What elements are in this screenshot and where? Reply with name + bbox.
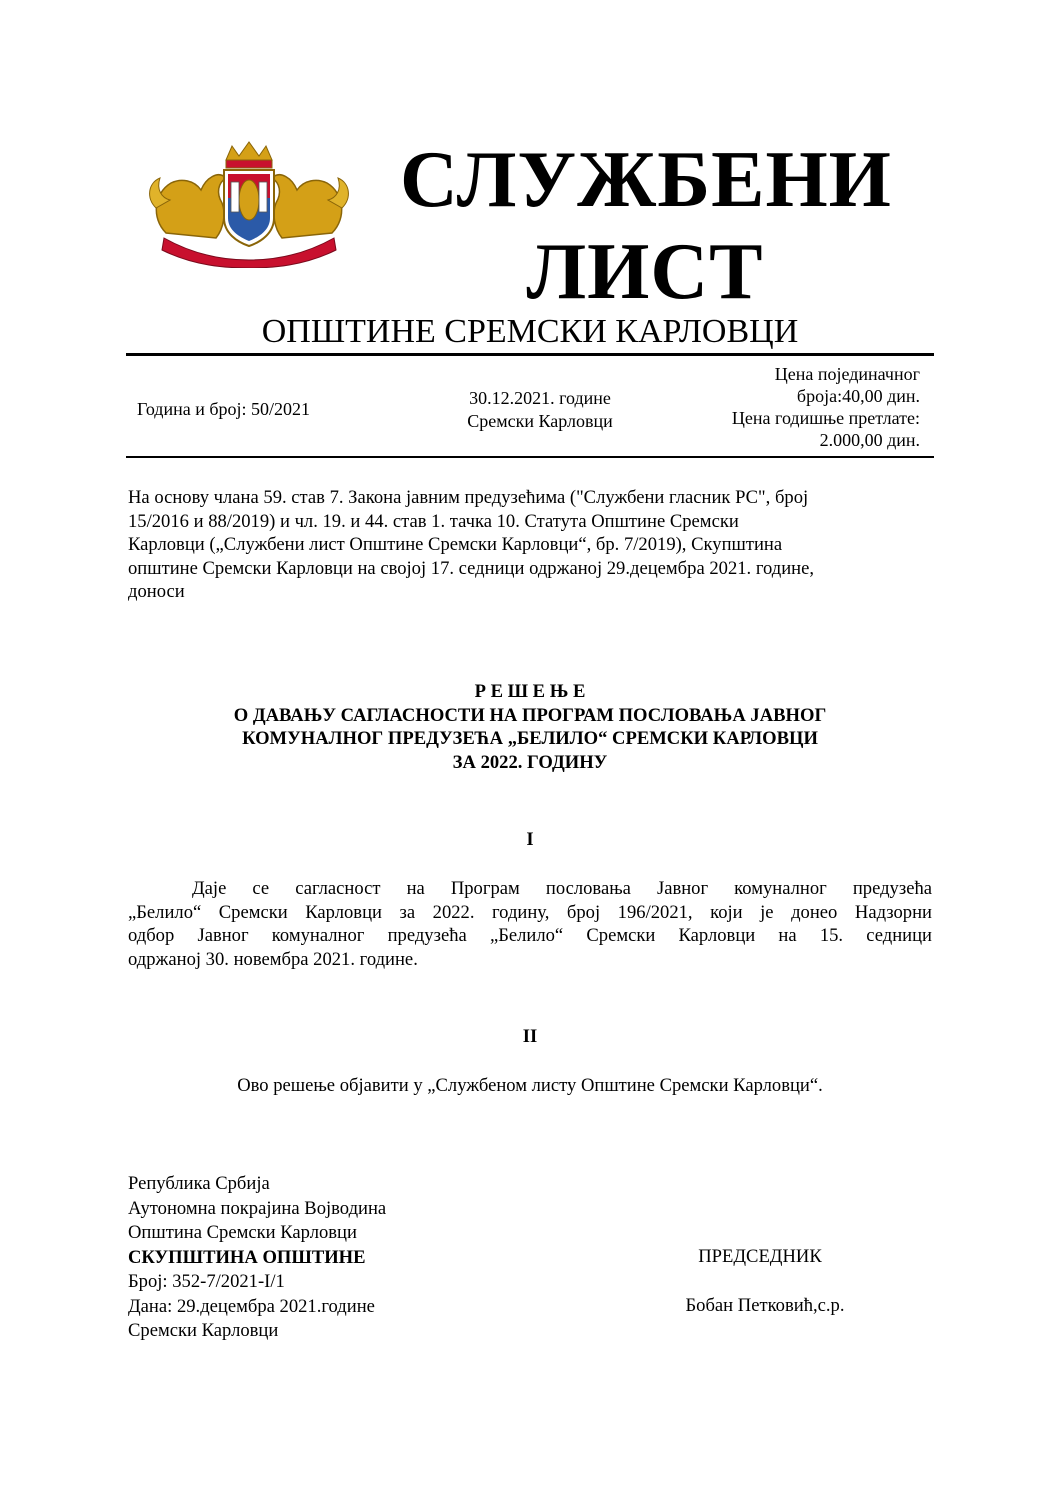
sig-municipality: Општина Сремски Карловци bbox=[128, 1222, 357, 1243]
masthead-subtitle: ОПШТИНЕ СРЕМСКИ КАРЛОВЦИ bbox=[261, 313, 799, 350]
preamble-line: општине Сремски Карловци на својој 17. седници одржаној 29.децембра 2021. године, bbox=[128, 557, 815, 579]
preamble-line: Карловци („Службени лист Општине Сремски Карловци“, бр. 7/2019), Скупштина bbox=[128, 534, 783, 555]
sig-number: Број: 352-7/2021-I/1 bbox=[128, 1271, 285, 1292]
sig-province: Аутономна покрајина Војводина bbox=[128, 1197, 387, 1219]
section2-text: Ово решење објавити у „Службеном листу Општине Сремски Карловци“. bbox=[237, 1075, 823, 1096]
decision-title-line: О ДАВАЊУ САГЛАСНОСТИ НА ПРОГРАМ ПОСЛОВАЊА ЈАВНОГ bbox=[233, 704, 827, 726]
section2-numeral: II bbox=[522, 1026, 538, 1047]
issue-number: Година и број: 50/2021 bbox=[137, 399, 311, 419]
section1-line: Даје се сагласност на Програм пословања Јавног комуналног предузећа bbox=[192, 878, 932, 899]
preamble-line: На основу члана 59. став 7. Закона јавним предузећима ("Службени гласник РС", број bbox=[128, 487, 809, 508]
preamble bbox=[128, 486, 928, 604]
section1-line: одржаној 30. новембра 2021. године. bbox=[128, 948, 418, 970]
price-line-4: 2.000,00 дин. bbox=[819, 430, 920, 450]
price-line-2: броја:40,00 дин. bbox=[796, 386, 920, 406]
president-name: Бобан Петковић,с.р. bbox=[685, 1295, 845, 1316]
issue-place: Сремски Карловци bbox=[467, 411, 613, 431]
masthead-title-line2: ЛИСТ bbox=[526, 228, 764, 316]
section1-line: одбор Јавног комуналног предузећа „Белило“ Сремски Карловци на 15. седници bbox=[128, 925, 932, 946]
preamble-line: 15/2016 и 88/2019) и чл. 19. и 44. став 1. тачка 10. Статута Општине Сремски bbox=[128, 510, 739, 532]
decision-title-line: Р Е Ш Е Њ Е bbox=[474, 681, 586, 702]
price-line-3: Цена годишње претлате: bbox=[731, 408, 920, 428]
issue-date: 30.12.2021. године bbox=[469, 388, 611, 408]
decision-title-line: ЗА 2022. ГОДИНУ bbox=[452, 751, 608, 773]
sig-assembly: СКУПШТИНА ОПШТИНЕ bbox=[128, 1246, 366, 1268]
section1-line: „Белило“ Сремски Карловци за 2022. годину, број 196/2021, који је донео Надзорни bbox=[128, 901, 932, 923]
preamble-line: доноси bbox=[128, 581, 185, 602]
coat-of-arms-icon bbox=[146, 138, 352, 268]
masthead-title-line1: СЛУЖБЕНИ bbox=[400, 136, 892, 224]
price-line-1: Цена појединачног bbox=[774, 364, 920, 384]
info-bar-rule-bottom bbox=[126, 456, 934, 458]
sig-date: Дана: 29.децембра 2021.године bbox=[128, 1295, 375, 1317]
sig-country: Република Србија bbox=[128, 1173, 270, 1194]
section1-text bbox=[128, 877, 932, 971]
section1-numeral: I bbox=[526, 829, 534, 850]
president-title: ПРЕДСЕДНИК bbox=[698, 1246, 822, 1267]
price-block bbox=[660, 363, 920, 451]
decision-title-line: КОМУНАЛНОГ ПРЕДУЗЕЋА „БЕЛИЛО“ СРЕМСКИ КАРЛОВЦИ bbox=[242, 728, 818, 749]
decision-title bbox=[130, 680, 930, 774]
masthead-rule-top bbox=[126, 353, 934, 356]
sig-place: Сремски Карловци bbox=[128, 1320, 279, 1341]
signature-block-left bbox=[128, 1172, 578, 1344]
